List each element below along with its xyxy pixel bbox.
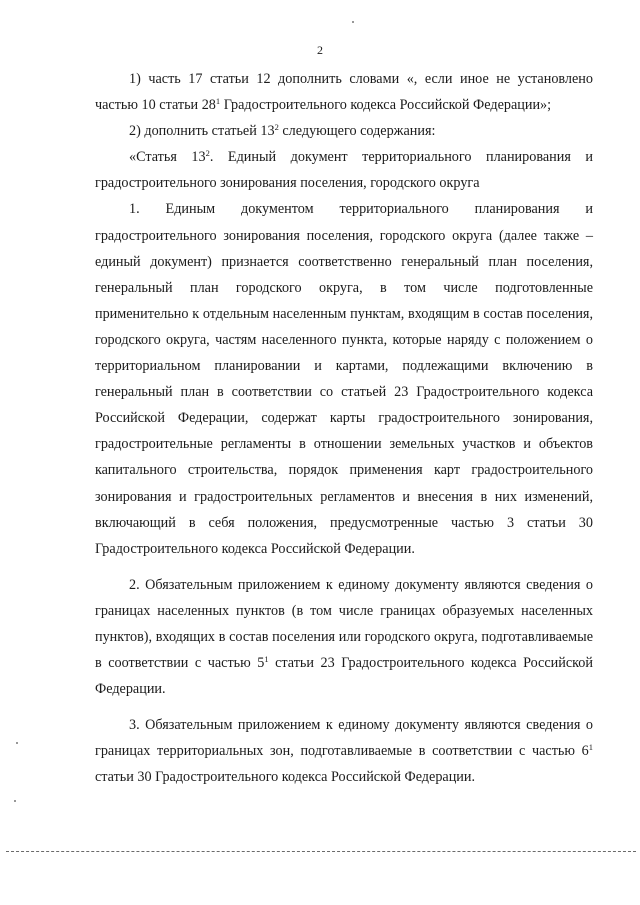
paragraph-text: 3. Обязательным приложением к единому документу являются сведения о границах территориальных зон, подготавливаемые в соответствии с частью 6 (95, 717, 593, 760)
document-body (95, 66, 593, 791)
scan-speck (16, 742, 18, 744)
paragraph-text: «Статья 13 (129, 149, 206, 166)
article-heading (95, 144, 593, 196)
paragraph-text: 2. Обязательным приложением к единому документу являются сведения о границах населенных пунктов (в том числе границах образуемых населенных пунктов), входящих в состав поселения или городского округа, подготавливаемые в соответствии с частью 5 (95, 576, 593, 672)
superscript: 1 (215, 96, 221, 107)
scan-speck (352, 21, 354, 23)
paragraph-text: Градостроительного кодекса Российской Федерации»; (220, 97, 552, 114)
clause-1 (95, 196, 593, 561)
paragraph-text: следующего содержания: (278, 123, 436, 140)
page-number: 2 (317, 43, 323, 57)
scan-speck (14, 800, 16, 802)
superscript: 2 (274, 122, 279, 133)
clause-3 (95, 712, 593, 790)
clause-2 (95, 572, 593, 702)
page-bottom-rule (6, 851, 636, 852)
paragraph-text: . Единый документ территориального планирования и градостроительного зонирования поселения, городского округа (95, 149, 593, 192)
paragraph-item-2 (95, 118, 593, 144)
paragraph-text: статьи 30 Градостроительного кодекса Российской Федерации. (95, 769, 476, 786)
paragraph-item-1 (95, 66, 593, 118)
paragraph-text: 1) часть 17 статьи 12 дополнить словами «, если иное не установлено частью 10 статьи 28 (95, 71, 593, 114)
superscript: 1 (588, 742, 593, 753)
superscript: 2 (205, 148, 210, 159)
paragraph-text: 1. Единым документом территориального планирования и градостроительного зонирования поселения, городского округа (далее также – единый документ) признается соответственно генеральный план поселения, генеральный план городского округа, в том числе подготовленные применительно к отдельным населенным пунктам, входящим в состав поселения, городского округа, частям населенного пункта, которые наряду с положением о территориальном планировании и картами, подлежащими включению в генеральный план в соответствии со статьей 23 Градостроительного кодекса Российской Федерации, содержат карты градостроительного зонирования, градостроительные регламенты в отношении земельных участков и объектов капитального строительства, порядок применения карт градостроительного зонирования и градостроительных регламентов и внесения в них изменений, включающий в себя положения, предусмотренные частью 3 статьи 30 Градостроительного кодекса Российской Федерации. (95, 201, 593, 557)
paragraph-text: статьи 23 Градостроительного кодекса Российской Федерации. (95, 655, 593, 698)
paragraph-text: 2) дополнить статьей 13 (129, 123, 275, 140)
superscript: 1 (264, 654, 269, 665)
